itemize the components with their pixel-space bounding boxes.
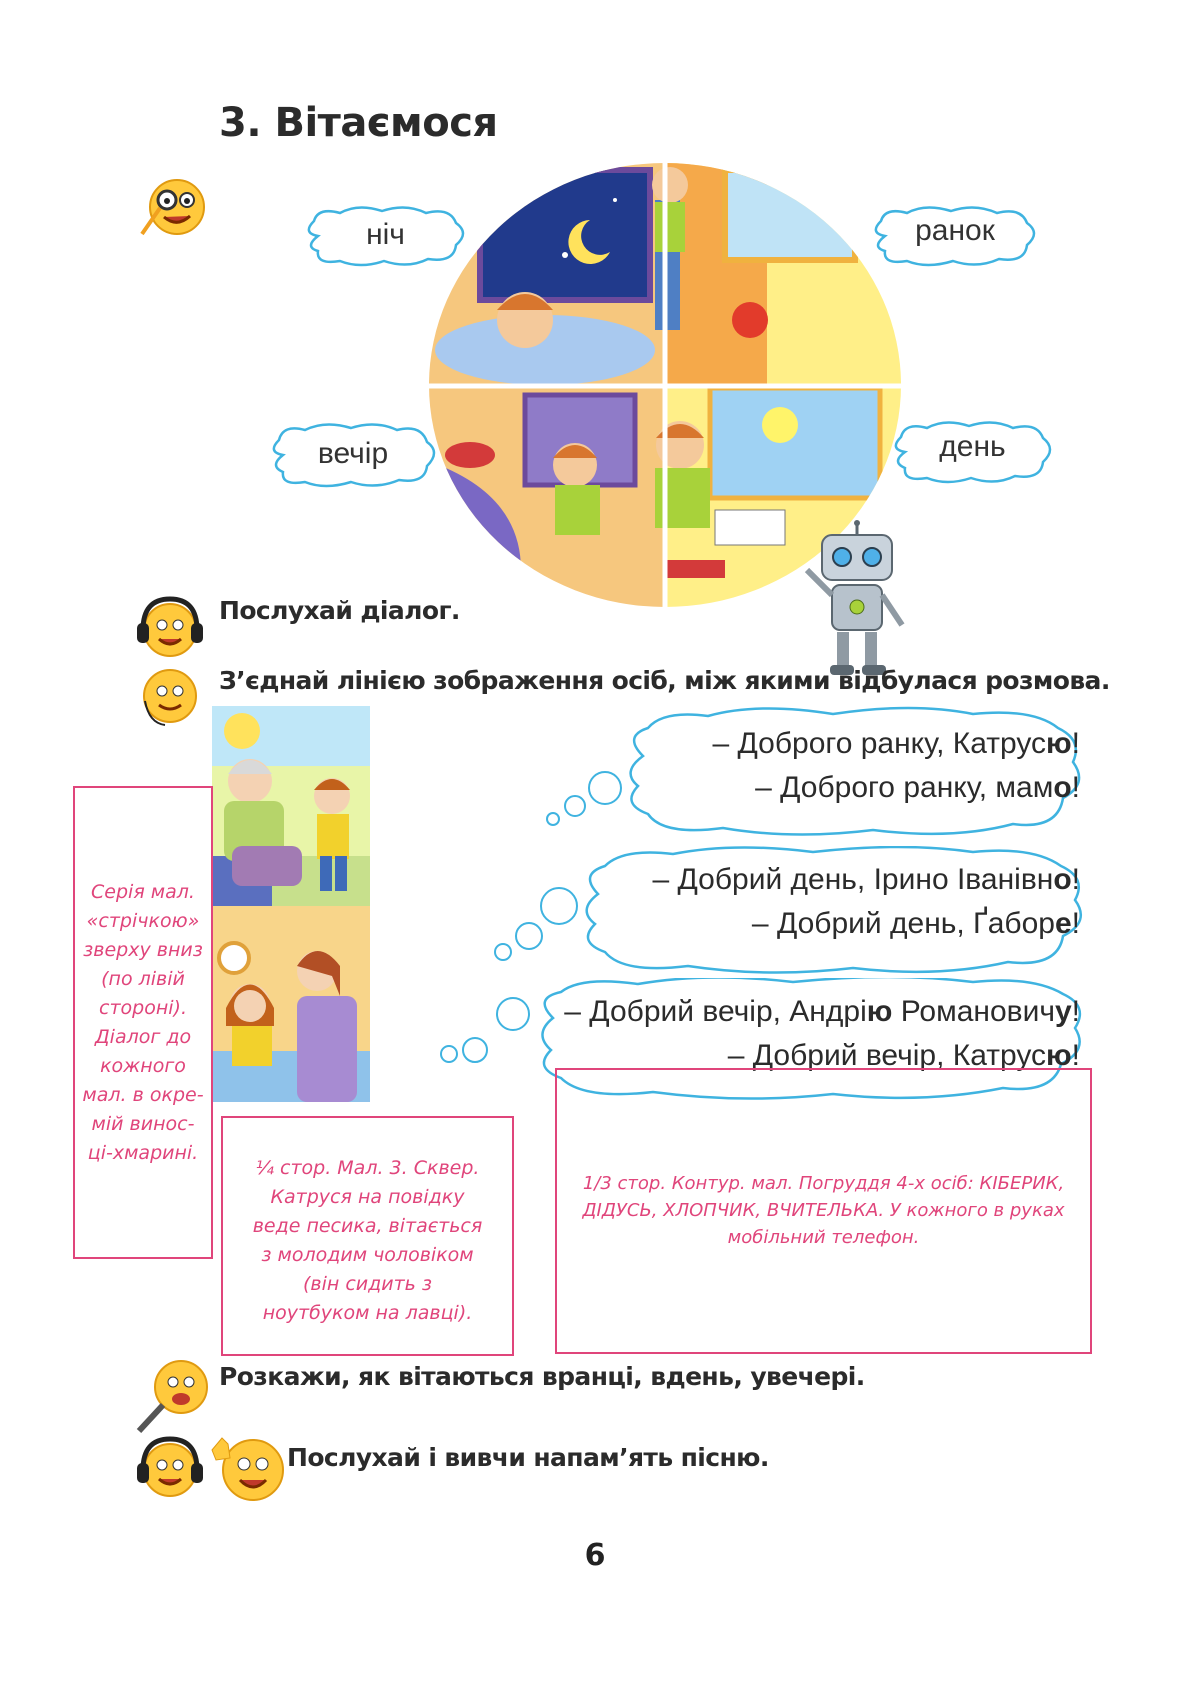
- note-middle: ¼ стор. Мал. 3. Сквер. Катруся на повідку веде песика, вітається з молодим чоловіком (він сидить з ноутбуком на лавці).: [221, 1116, 514, 1356]
- instruction-listen-dialog: Послухай діалог.: [219, 596, 460, 625]
- dialog-3-line-1: – Добрий вечір, Андрію Романовичу!: [564, 995, 1080, 1028]
- dialog-2-line-2: – Добрий день, Ґаборе!: [751, 907, 1080, 940]
- magnifier-smiley-icon: [132, 172, 212, 242]
- word-night: ніч: [366, 218, 405, 251]
- speaking-smiley-icon: [133, 1355, 213, 1435]
- word-morning: ранок: [915, 214, 995, 247]
- word-day: день: [939, 430, 1006, 463]
- dialog-1: [713, 722, 1081, 810]
- instruction-connect: З’єднай лінією зображення осіб, між якими відбулася розмова.: [219, 666, 1110, 695]
- instruction-learn-song: Послухай і вивчи напам’ять пісню.: [287, 1443, 769, 1472]
- headphones-smiley-icon: [135, 593, 205, 663]
- dialog-2-line-1: – Добрий день, Ірино Іванівно!: [652, 863, 1080, 896]
- dialog-1-line-1: – Доброго ранку, Катрусю!: [712, 727, 1080, 760]
- instruction-tell: Розкажи, як вітаються вранці, вдень, увечері.: [219, 1362, 865, 1391]
- word-evening: вечір: [317, 437, 389, 470]
- mother-girl-picture: [212, 906, 370, 1102]
- page-title: 3. Вітаємося: [219, 100, 498, 146]
- dialog-3: [564, 990, 1080, 1078]
- robot-illustration: [792, 520, 917, 680]
- dialog-2: [652, 858, 1080, 946]
- note-left: Серія мал. «стрічкою» зверху вниз (по лівій стороні). Діалог до кожного мал. в окре-мій винос-ці-хмарині.: [73, 786, 213, 1259]
- dialog-1-line-2: – Доброго ранку, мамо!: [755, 771, 1080, 804]
- microphone-smiley-icon: [135, 663, 205, 735]
- grandma-boy-picture: [212, 706, 370, 906]
- page-number: 6: [584, 1538, 606, 1573]
- note-right: 1/3 стор. Контур. мал. Погруддя 4-х осіб: КІБЕРИК, ДІДУСЬ, ХЛОПЧИК, ВЧИТЕЛЬКА. У кожного в руках мобільний телефон.: [555, 1068, 1092, 1354]
- dialog-3-line-2: – Добрий вечір, Катрусю!: [727, 1039, 1080, 1072]
- headphones-smiley-icon-2: [135, 1433, 205, 1503]
- thumbs-up-smiley-icon: [208, 1430, 288, 1506]
